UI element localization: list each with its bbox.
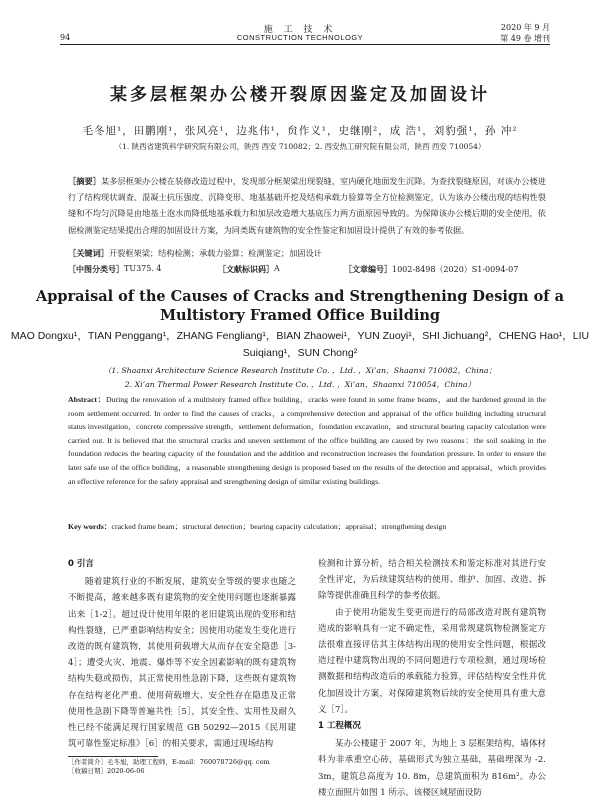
body-paragraph: 由于使用功能发生变更而进行的局部改造对既有建筑物造成的影响具有一定不确定性，采用常规建筑物检测鉴定方法很难直接评估其主体结构出现的使用安全性问题，根据改造过程中建筑物出现的不同问题进行专项检测，通过现场检测数据和结构改造后的承载能力验算，评估结构安全性并优化加固设计方案，对保障建筑物后续的安全使用具有重大意义［7］。 — [318, 607, 546, 715]
article-number-value: 1002-8498（2020）S1-0094-07 — [392, 265, 519, 274]
abstract-cn-text: 某多层框架办公楼在装修改造过程中，发现部分框架梁出现裂缝，室内硬化地面发生沉降。为查找裂缝原因，对该办公楼进行了结构现状调查、混凝土抗压强度、沉降变形、地基基础开挖及结构承载力验算等全方位检测鉴定，认为该办公楼出现的结构性裂缝和不均匀沉降是由地基土泡水而降低地基承载力和加层改造增大基底压力两方面原因导致的。为保障该办公楼后期的安全使用，依据检测鉴定结果提出合理的加固设计方案，为同类既有建筑物的安全性鉴定和加固设计提供了有效的参考依据。 — [68, 176, 546, 235]
footnote-received: ［收稿日期］2020-06-06 — [68, 767, 145, 775]
section-heading: 0 引言 — [68, 559, 94, 569]
doc-code-value: A — [274, 264, 280, 273]
authors-en: MAO Dongxu¹，TIAN Penggang¹，ZHANG Fengliang¹，BIAN Zhaowei¹，YUN Zuoyi¹，SHI Jichuang²，CHENG Hao¹，LIU Suiqiang¹，SUN Chong² — [10, 330, 590, 359]
running-header — [0, 0, 600, 45]
abstract-cn-label: ［摘要］ — [68, 176, 101, 186]
keywords-en-label: Key words： — [68, 522, 112, 531]
abstract-en-text: During the renovation of a multistory framed office building，cracks were found in some frame beams，and the hardened ground in the room settlement occurred. In order to find the causes of cracks，a comprehensive detection and appraisal of the office building including structural status investigation，concrete compressive strength，settlement deformation，foundation excavation，and structural bearing capacity calculation were carried out. It is believed that the structural cracks and uneven settlement of the office building are caused by two reasons：the soil soaking in the foundation reduces the bearing capacity of the foundation and the addition and reconstruction increases the foundation pressure. In order to ensure the later safe use of the office building，a reasonable strengthening design is proposed based on the results of the detection and appraisal，which provides an effective reference for the safety appraisal and strengthening design of similar existing buildings. — [68, 395, 547, 486]
clc-value: TU375. 4 — [124, 264, 162, 273]
abstract-en — [68, 393, 546, 488]
abstract-en-label: Abstract： — [68, 395, 106, 404]
keywords-cn-text: 开裂框架梁；结构检测；承载力验算；检测鉴定；加固设计 — [108, 248, 322, 258]
body-column-left — [68, 556, 296, 752]
authors-cn: 毛冬旭¹，田鹏刚¹，张风亮¹，边兆伟¹，贠作义¹，史继刚²，成 浩¹，刘豹强¹，孙 冲² — [82, 125, 518, 137]
title-cn: 某多层框架办公楼开裂原因鉴定及加固设计 — [110, 85, 490, 105]
affiliation-en — [0, 364, 600, 392]
footnote-rule — [68, 756, 158, 757]
journal-name-cn: 施 工 技 术 — [263, 25, 337, 35]
body-paragraph: 检测和计算分析，结合相关检测技术和鉴定标准对其进行安全性评定，为后续建筑结构的使用、维护、加固、改造、拆除等提供准确且科学的参考依据。 — [318, 559, 546, 602]
affiliation-en-line: 2. Xi’an Thermal Power Research Institute Co. ，Ltd. ，Xi’an，Shaanxi 710054，China） — [124, 380, 476, 389]
footnote-author: ［作者简介］毛冬旭，助理工程师，E-mail：760078726@qq. com — [68, 758, 270, 766]
doc-code-label: ［文献标识码］ — [218, 265, 274, 274]
section-heading: 1 工程概况 — [318, 721, 361, 732]
volume-info: 第 49 卷 增刊 — [500, 34, 550, 43]
keywords-en-text: cracked frame beam；structural detection；bearing capacity calculation；appraisal；strengthening design — [111, 522, 447, 531]
title-en: Appraisal of the Causes of Cracks and Strengthening Design of a Multistory Framed Office Building — [36, 288, 564, 324]
body-paragraph: 随着建筑行业的不断发展，建筑安全等级的要求也随之不断提高，越来越多既有建筑物的安全使用问题也逐渐暴露出来［1-2］。超过设计使用年限的老旧建筑出现的变形和结构性裂缝，已严重影响结构安全；因使用功能发生变化进行改造的既有建筑物，其使用荷载增大从而存在安全隐患［3-4］；遭受火灾、地震、爆炸等不安全因素影响的既有建筑物结构失稳或损伤，其正常使用性急剧下降，这些既有建筑物存在结构老化严重、使用荷载增大、安全性存在隐患及正常使用性急剧下降等普遍共性［5］，其安全性、实用性及耐久性已经不能满足现行国家规范 GB 50292—2015《民用建筑可靠性鉴定标准》［6］的相关要求，需通过现场结构 — [68, 577, 296, 750]
keywords-cn-label: ［关键词］ — [68, 248, 109, 258]
clc-label: ［中图分类号］ — [68, 265, 124, 274]
journal-name-en: CONSTRUCTION TECHNOLOGY — [236, 33, 364, 42]
body-paragraph: 某办公楼建于 2007 年，为地上 3 层框架结构，墙体材料为非承重空心砖，基础形式为独立基础，基础埋深为 -2. 3m，建筑总高度为 10. 8m，总建筑面积为 816m²。办公楼立面照片如图 1 所示。该楼区域屋面设防 — [318, 739, 546, 798]
keywords-cn — [68, 248, 546, 259]
abstract-cn — [68, 173, 546, 238]
issue-date: 2020 年 9 月 — [500, 23, 550, 32]
keywords-en — [68, 521, 546, 532]
article-number-label: ［文章编号］ — [344, 265, 392, 274]
body-column-right — [318, 556, 546, 801]
page-number: 94 — [60, 33, 71, 42]
header-rule — [60, 44, 550, 45]
affiliation-en-line: （1. Shaanxi Architecture Science Research Institute Co. ，Ltd. ，Xi’an，Shaanxi 710082，China； — [103, 366, 497, 375]
affiliation-cn: （1. 陕西省建筑科学研究院有限公司，陕西 西安 710082；2. 西安热工研究院有限公司，陕西 西安 710054） — [114, 142, 486, 151]
footnote — [68, 758, 308, 776]
